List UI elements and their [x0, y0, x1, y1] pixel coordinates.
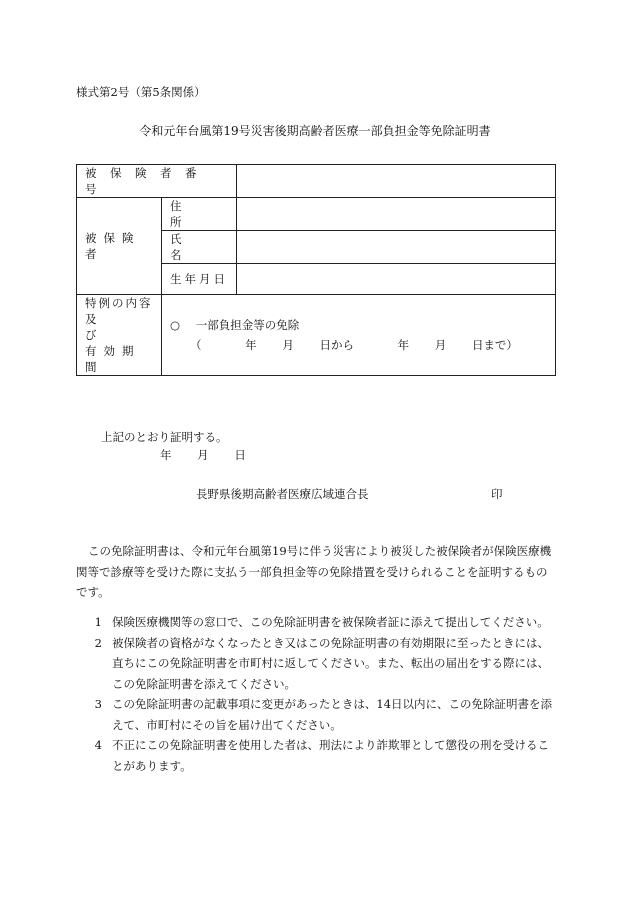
birthdate-label — [162, 264, 237, 295]
address-row — [77, 198, 556, 231]
birthdate-label-text: 生年月日 — [170, 272, 228, 286]
certificate-table — [76, 164, 556, 376]
issue-date — [160, 447, 246, 463]
birthdate-value — [237, 264, 556, 295]
insured-number-label-text: 被保険者番号 — [85, 166, 210, 196]
note-text: 被保険者の資格がなくなったとき又はこの免除証明書の有効期限に至ったときには、直ちにこの免除証明書を市町村に返してください。また、転出の届出をする際には、この免除証明書を添えてください。 — [112, 635, 549, 691]
period-day-to: 日まで） — [471, 338, 518, 352]
period-year-to: 年 — [397, 338, 410, 352]
name-value — [237, 231, 556, 264]
note-item — [76, 612, 554, 633]
date-month: 月 — [197, 448, 209, 462]
note-text: 不正にこの免除証明書を使用した者は、刑法により詐欺罪として懲役の刑を受けることがあります。 — [112, 738, 549, 773]
insured-number-label — [77, 165, 237, 198]
form-number: 様式第2号（第5条関係） — [76, 85, 206, 99]
note-number: 4 — [94, 738, 102, 752]
certify-text: 上記のとおり証明する。 — [101, 430, 228, 444]
note-item — [76, 633, 554, 695]
insured-number-value — [237, 165, 556, 198]
special-content — [162, 295, 556, 376]
issuer-name: 長野県後期高齢者医療広域連合長 — [196, 487, 369, 501]
note-number: 1 — [94, 615, 102, 629]
insured-label-text: 被保険者 — [85, 231, 141, 261]
notes-list — [76, 612, 554, 776]
certificate-statement: この免除証明書は、令和元年台風第19号に伴う災害により被災した被保険者が保険医療機関等で診療等を受けた際に支払う一部負担金等の免除措置を受けられることを証明するものです。 — [76, 544, 552, 599]
note-item — [76, 735, 554, 776]
name-label — [162, 231, 237, 264]
seal-mark: 印 — [491, 487, 503, 501]
note-text: 保険医療機関等の窓口で、この免除証明書を被保険者証に添えて提出してください。 — [112, 615, 549, 629]
address-label-text: 住所 — [170, 199, 216, 229]
special-label — [77, 295, 162, 376]
date-year: 年 — [160, 448, 172, 462]
address-label — [162, 198, 237, 231]
period-month-to: 月 — [434, 338, 447, 352]
note-text: この免除証明書の記載事項に変更があったときは、14日以内に、この免除証明書を添えて、市町村にその旨を届け出てください。 — [112, 697, 553, 732]
circle-mark: ○ — [170, 318, 181, 332]
name-label-text: 氏名 — [170, 232, 216, 262]
special-label-line1: 特例の内容 — [85, 296, 153, 310]
special-label-line3: 有効期間 — [85, 344, 141, 374]
period-day-from: 日から — [319, 338, 354, 352]
insured-number-row — [77, 165, 556, 198]
note-number: 3 — [94, 697, 102, 711]
note-item — [76, 694, 554, 735]
period-open: （ — [190, 338, 202, 352]
address-value — [237, 198, 556, 231]
document-title: 令和元年台風第19号災害後期高齢者医療一部負担金等免除証明書 — [139, 124, 491, 138]
special-row — [77, 295, 556, 376]
validity-period — [170, 335, 547, 355]
period-month-from: 月 — [282, 338, 294, 352]
special-content-line1 — [170, 315, 547, 335]
special-label-line2: 及び — [85, 312, 143, 342]
exemption-text: 一部負担金等の免除 — [195, 318, 300, 332]
note-number: 2 — [94, 635, 102, 650]
date-day: 日 — [234, 448, 246, 462]
insured-label — [77, 198, 162, 295]
period-year-from: 年 — [245, 338, 257, 352]
